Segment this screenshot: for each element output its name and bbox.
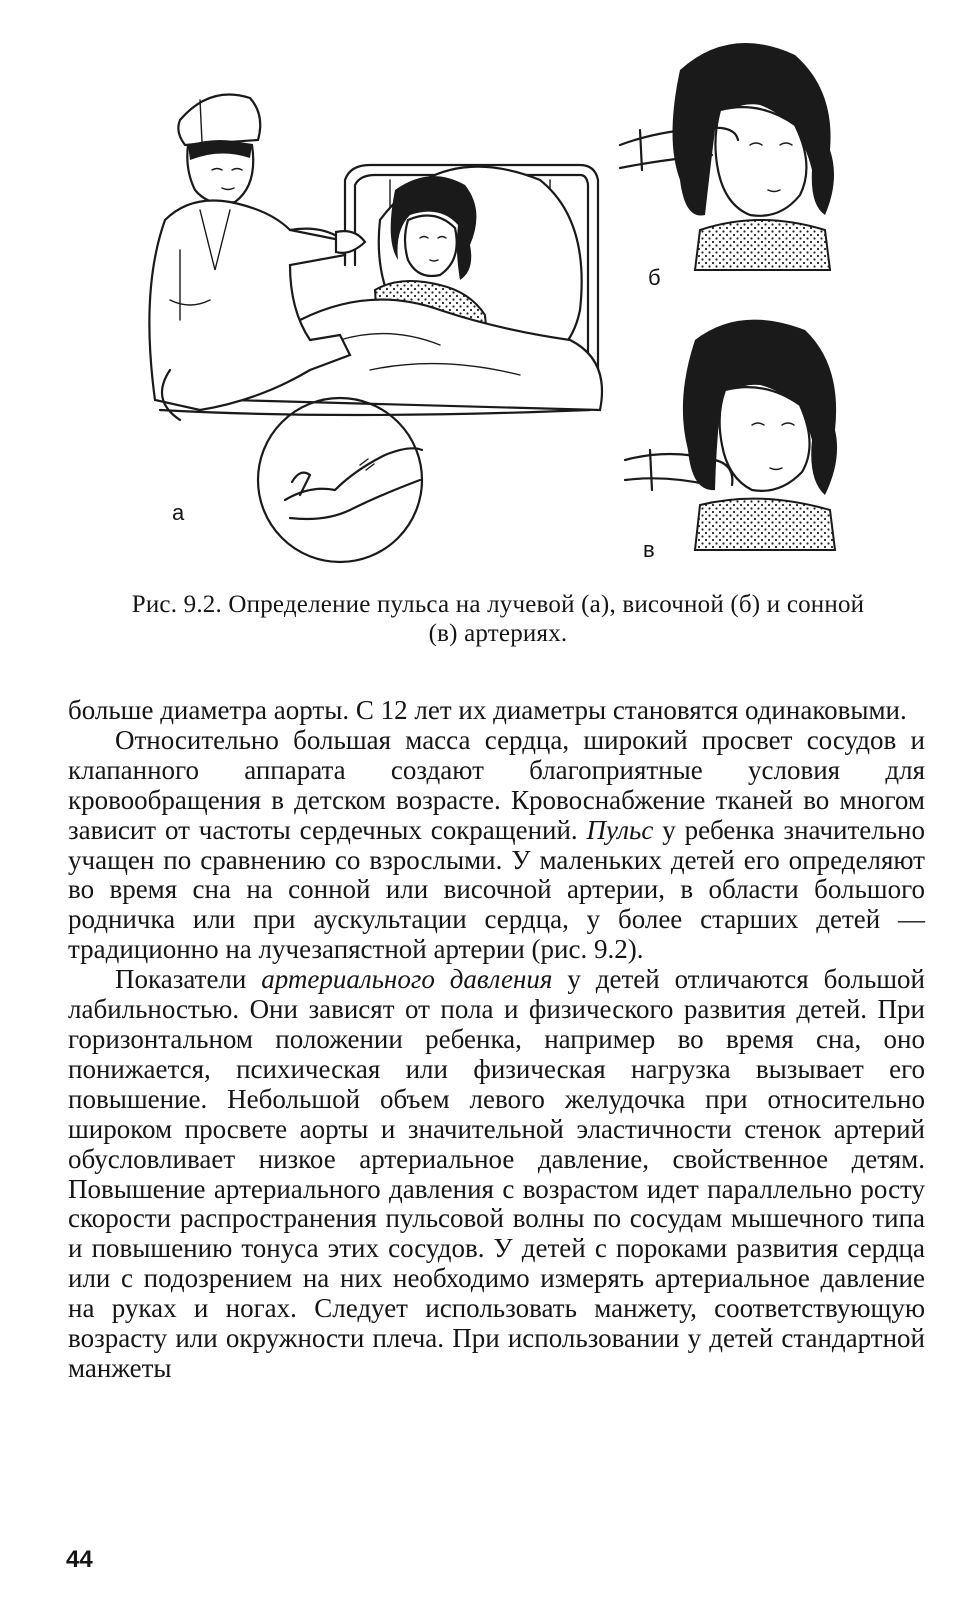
- blood-pressure-term: артериального давления: [261, 964, 553, 995]
- body-text: [68, 696, 925, 1384]
- panel-label-c: в: [643, 537, 655, 562]
- figure-caption: [68, 590, 928, 648]
- page-number: 44: [66, 1546, 93, 1573]
- illustration-carotid-pulse: [620, 300, 860, 550]
- caption-line-1: Рис. 9.2. Определение пульса на лучевой (а), височной (б) и сонной: [131, 591, 865, 618]
- panel-label-a: а: [172, 500, 185, 525]
- figure-9-2: [140, 70, 860, 590]
- paragraph-3-text-b: у детей отличаются большой лабильностью. Они зависят от пола и физического развития детей. При горизонтальном положении ребенка, например во время сна, оно понижается, психическая или физическая нагрузка вызывает его повышение. Небольшой объем левого желудочка при относительно широком просвете аорты и значительной эластичности стенок артерий обусловливает низкое артериальное давление, свойственное детям. Повышение артериального давления с возрастом идет параллельно росту скорости распространения пульсовой волны по сосудам мышечного типа и повышению тонуса этих сосудов. У детей с пороками развития сердца или с подозрением на них необходимо измерять артериальное давление на руках и ногах. Следует использовать манжету, соответствующую возрасту или окружности плеча. При использовании у детей стандартной манжеты: [68, 964, 925, 1383]
- paragraph-3-text-a: Показатели: [115, 964, 262, 995]
- paragraph-3: [68, 965, 925, 1384]
- paragraph-2-text-a: Относительно большая масса сердца, широкий просвет сосудов и клапанного аппарата создают благоприятные условия для кровообращения в детском возрасте. Кровоснабжение тканей во многом зависит от частоты сердечных сокращений.: [68, 724, 925, 845]
- paragraph-2: [68, 726, 925, 965]
- paragraph-2-text-b: у ребенка значительно учащен по сравнению со взрослыми. У маленьких детей его определяют во время сна на сонной или височной артерии, в области большого родничка или при аускультации сердца, у более старших детей — традиционно на лучезапястной артерии (рис. 9.2).: [68, 814, 925, 965]
- caption-line-2: (в) артериях.: [428, 620, 568, 647]
- illustration-radial-pulse: [140, 70, 620, 590]
- panel-label-b: б: [648, 265, 661, 290]
- illustration-temporal-pulse: [620, 30, 860, 270]
- pulse-term: Пульс: [586, 814, 654, 845]
- paragraph-1: больше диаметра аорты. С 12 лет их диаметры становятся одинаковыми.: [68, 695, 907, 725]
